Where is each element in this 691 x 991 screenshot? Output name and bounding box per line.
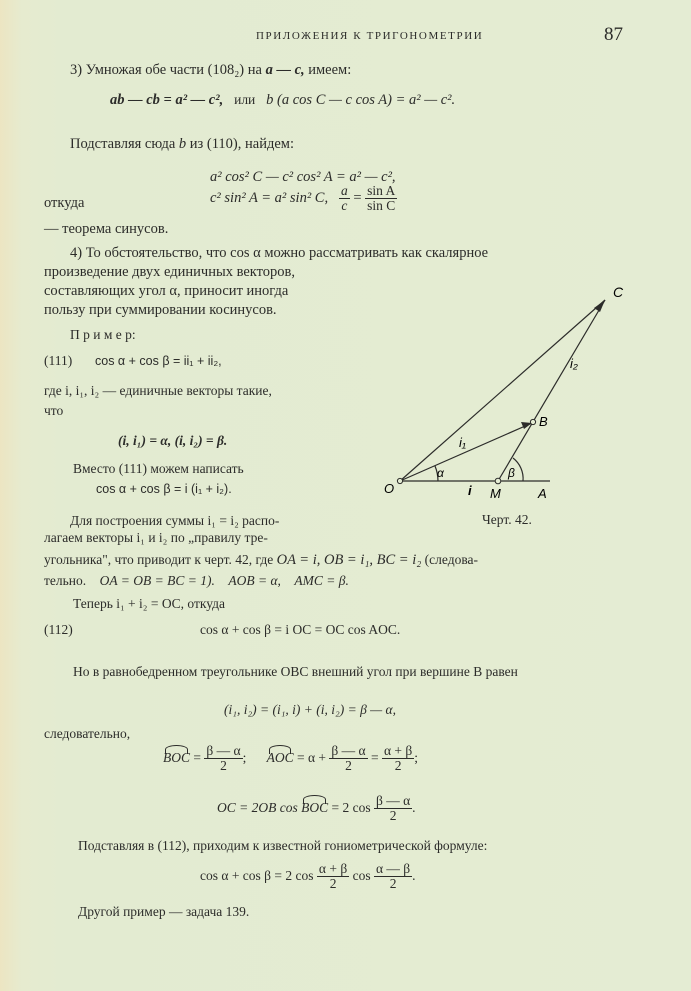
external-angle-equation: (i₁, i₂) = (i₁, i) + (i, i₂) = β — α,	[224, 702, 397, 717]
label-B: B	[539, 414, 548, 429]
line-MC	[498, 300, 605, 481]
equation-number-111: (111)	[44, 353, 73, 368]
build-line1: Для построения суммы i₁ = i₂ распо-	[70, 513, 280, 528]
item3-equation: ab — cb = a² — c², или b (a cos C — c cos A) = a² — c².	[110, 92, 456, 108]
item3-substitution: Подставляя сюда b из (110), найдем:	[70, 136, 294, 152]
angle-definitions: (i, i₁) = α, (i, i₂) = β.	[118, 433, 228, 448]
boc-aoc-equations: BOC = $\frac{\beta — \alpha}{2}$ ; AOC = α + $\frac{\beta — \alpha}{2}$ = $\frac{\alpha + \beta}{2}$ ;	[163, 743, 419, 774]
whence-label: откуда	[44, 195, 85, 211]
example-label: П р и м е р:	[70, 327, 136, 342]
label-beta: β	[508, 466, 515, 480]
page-number: 87	[604, 24, 623, 45]
figure-caption: Черт. 42.	[482, 512, 532, 527]
equation-instead: cos α + cos β = i (i₁ + i₂).	[96, 482, 232, 496]
point-B	[530, 419, 535, 424]
equation-111: cos α + cos β = ii₁ + ii₂,	[95, 354, 222, 368]
sum-to-product-formula: cos α + cos β = 2 cos $\frac{\alpha + \beta}{2}$ cos $\frac{\alpha — \beta}{2}$ .	[200, 861, 416, 892]
label-i1: i₁	[459, 435, 466, 450]
oc-equation: OC = 2OB cos BOC = 2 cos $\frac{\beta — \alpha}{2}$ .	[217, 793, 416, 824]
that-label: что	[44, 403, 64, 418]
now-text: Теперь i₁ + i₂ = OC, откуда	[73, 596, 225, 611]
label-A: A	[538, 486, 547, 501]
label-i2: i₂	[570, 356, 578, 371]
instead-text: Вместо (111) можем написать	[73, 461, 244, 476]
build-line4: тельно. OA = OB = BC = 1). AOB = α, AMC = β.	[44, 573, 349, 588]
sine-theorem-label: — теорема синусов.	[44, 221, 169, 237]
substituting-text: Подставляя в (112), приходим к известной гониометрической формуле:	[78, 838, 488, 853]
unit-vectors-text: где i, i₁, i₂ — единичные векторы такие,	[44, 383, 272, 398]
item4-line3: составляющих угол α, приносит иногда	[44, 283, 289, 299]
item3-intro: 3) Умножая обе части (108₂) на a — c, имеем:	[70, 62, 352, 78]
other-example-text: Другой пример — задача 139.	[78, 904, 250, 919]
label-i: i	[468, 483, 472, 498]
label-M: M	[490, 486, 501, 501]
therefore-label: следовательно,	[44, 726, 131, 741]
item4-line4: пользу при суммировании косинусов.	[44, 302, 277, 318]
equation-112: cos α + cos β = i OC = OC cos AOC.	[200, 622, 401, 637]
build-line3: угольника", что приводит к черт. 42, где OA = i, OB = i₁, BC = i₂ (следова-	[44, 552, 479, 568]
label-C: C	[613, 284, 624, 300]
label-O: O	[384, 481, 395, 496]
item4-line2: произведение двух единичных векторов,	[44, 264, 295, 280]
line-OC	[400, 300, 605, 481]
build-line2: лагаем векторы i₁ и i₂ по „правилу тре-	[44, 530, 268, 545]
point-O	[397, 478, 402, 483]
sine-law-equation: c² sin² A = a² sin² C, $\frac{a}{c}$ = $\frac{\text{sin A}}{\text{sin C}}$	[210, 183, 396, 214]
isosceles-text: Но в равнобедренном треугольнике OBC внешний угол при вершине B равен	[73, 664, 518, 679]
arrowhead-C	[594, 300, 605, 312]
equation-number-112: (112)	[44, 622, 73, 637]
figure-42-vector-diagram	[380, 270, 691, 520]
point-M	[495, 478, 501, 484]
item4-line1: 4) То обстоятельство, что cos α можно рассматривать как скалярное	[70, 245, 489, 261]
running-title: ПРИЛОЖЕНИЯ К ТРИГОНОМЕТРИИ	[256, 30, 484, 42]
equation-cos-squares: a² cos² C — c² cos² A = a² — c²,	[210, 169, 396, 185]
label-alpha: α	[437, 466, 444, 480]
